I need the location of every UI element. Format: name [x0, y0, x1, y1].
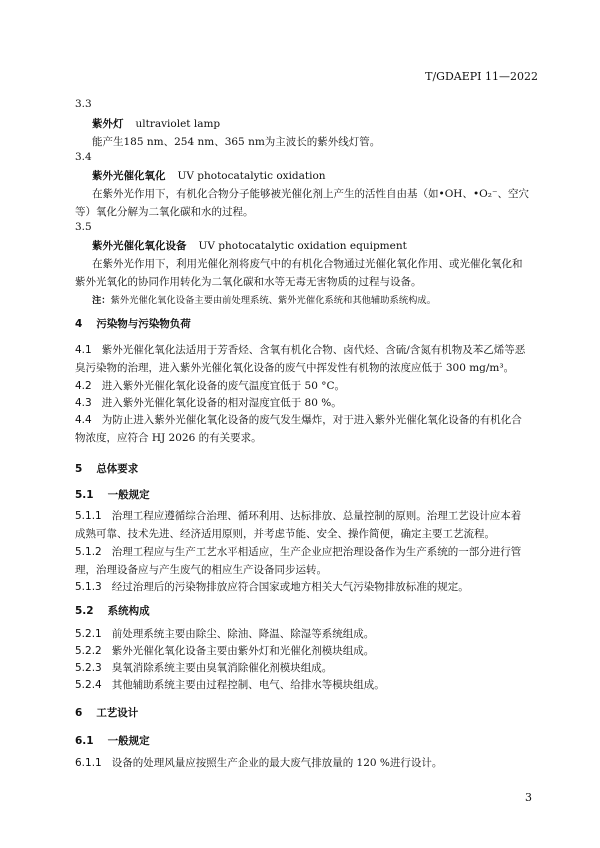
clause [75, 676, 531, 694]
clause-number: 5.2.2 [75, 645, 102, 657]
clause-number: 5.1.2 [75, 546, 102, 558]
section-heading [75, 461, 138, 476]
section-title: 总体要求 [96, 463, 139, 475]
clause [75, 642, 531, 660]
term-number: 3.5 [75, 221, 92, 233]
clause-number: 4.3 [75, 397, 92, 409]
note-label: 注： [92, 295, 111, 306]
clause-text: 前处理系统主要由除尘、除油、降温、除湿等系统组成。 [111, 628, 375, 640]
page-number: 3 [525, 791, 532, 804]
clause [75, 754, 531, 772]
clause-text: 紫外光催化氧化法适用于芳香烃、含氧有机化合物、卤代烃、含硫/含氮有机物及苯乙烯等恶臭污染物的治理，进入紫外光催化氧化设备的废气中挥发性有机物的浓度应低于 300 mg/m³。 [75, 344, 526, 374]
clause [75, 394, 531, 412]
clause-number: 5.2.4 [75, 679, 102, 691]
clause-number: 4.4 [75, 414, 92, 426]
term-en: UV photocatalytic oxidation equipment [198, 240, 407, 252]
subsection-number: 6.1 [75, 735, 94, 747]
subsection-heading [75, 487, 150, 502]
clause [75, 507, 531, 543]
term-definition: 能产生185 nm、254 nm、365 nm为主波长的紫外线灯管。 [92, 136, 381, 148]
clause-text: 治理工程应遵循综合治理、循环利用、达标排放、总量控制的原则。治理工艺设计应本着成熟可靠、技术先进、经济适用原则，并考虑节能、安全、操作简便，确定主要工艺流程。 [75, 510, 522, 540]
clause-number: 4.2 [75, 380, 92, 392]
subsection-number: 5.2 [75, 605, 94, 617]
clause [75, 377, 531, 395]
subsection-heading [75, 733, 150, 748]
clause [75, 543, 531, 579]
term-definition: 在紫外光作用下，利用光催化剂将废气中的有机化合物通过光催化氧化作用、或光催化氧化和紫外光氧化的协同作用转化为二氧化碳和水等无毒无害物质的过程与设备。 [75, 258, 523, 288]
section-number: 5 [75, 463, 83, 475]
term-title [92, 168, 326, 183]
clause-text: 紫外光催化氧化设备主要由紫外灯和光催化剂模块组成。 [111, 645, 375, 657]
section-number: 4 [75, 318, 83, 330]
clause-text: 设备的处理风量应按照生产企业的最大废气排放量的 120 %进行设计。 [111, 757, 443, 769]
term-title [92, 116, 220, 131]
term-definition: 在紫外光作用下，有机化合物分子能够被光催化剂上产生的活性自由基（如•OH、•O₂⁻、空穴等）氧化分解为二氧化碳和水的过程。 [75, 188, 530, 218]
term-number: 3.3 [75, 98, 92, 110]
clause-number: 6.1.1 [75, 757, 102, 769]
clause-number: 5.2.1 [75, 628, 102, 640]
subsection-heading [75, 603, 150, 618]
subsection-title: 一般规定 [107, 735, 150, 747]
clause-number: 5.1.1 [75, 510, 102, 522]
clause [75, 578, 531, 596]
clause-text: 经过治理后的污染物排放应符合国家或地方相关大气污染物排放标准的规定。 [111, 581, 469, 593]
note-text: 紫外光催化氧化设备主要由前处理系统、紫外光催化系统和其他辅助系统构成。 [110, 295, 437, 306]
term-title [92, 238, 407, 253]
clause-text: 进入紫外光催化氧化设备的相对湿度宜低于 80 %。 [101, 397, 342, 409]
clause-number: 5.2.3 [75, 662, 102, 674]
section-heading [75, 705, 138, 720]
section-number: 6 [75, 707, 83, 719]
clause [75, 341, 531, 377]
clause-text: 臭氧消除系统主要由臭氧消除催化剂模块组成。 [111, 662, 333, 674]
clause-text: 为防止进入紫外光催化氧化设备的废气发生爆炸，对于进入紫外光催化氧化设备的有机化合物浓度，应符合 HJ 2026 的有关要求。 [75, 414, 522, 444]
term-cn: 紫外光催化氧化 [92, 170, 166, 182]
clause-text: 治理工程应与生产工艺水平相适应，生产企业应把治理设备作为生产系统的一部分进行管理，治理设备应与产生废气的相应生产设备同步运转。 [75, 546, 522, 576]
term-number: 3.4 [75, 151, 92, 163]
term-en: UV photocatalytic oxidation [177, 170, 326, 182]
term-note [92, 292, 436, 306]
term-cn: 紫外灯 [92, 118, 124, 130]
term-en: ultraviolet lamp [135, 118, 221, 130]
clause [75, 659, 531, 677]
term-cn: 紫外光催化氧化设备 [92, 240, 187, 252]
subsection-title: 系统构成 [107, 605, 150, 617]
clause-text: 进入紫外光催化氧化设备的废气温度宜低于 50 °C。 [101, 380, 346, 392]
clause [75, 411, 531, 447]
clause-number: 4.1 [75, 344, 92, 356]
clause-text: 其他辅助系统主要由过程控制、电气、给排水等模块组成。 [111, 679, 385, 691]
section-heading [75, 316, 191, 331]
subsection-title: 一般规定 [107, 489, 150, 501]
subsection-number: 5.1 [75, 489, 94, 501]
section-title: 工艺设计 [96, 707, 139, 719]
section-title: 污染物与污染物负荷 [96, 318, 191, 330]
standard-code-header: T/GDAEPI 11—2022 [425, 70, 538, 83]
clause [75, 625, 531, 643]
clause-number: 5.1.3 [75, 581, 102, 593]
